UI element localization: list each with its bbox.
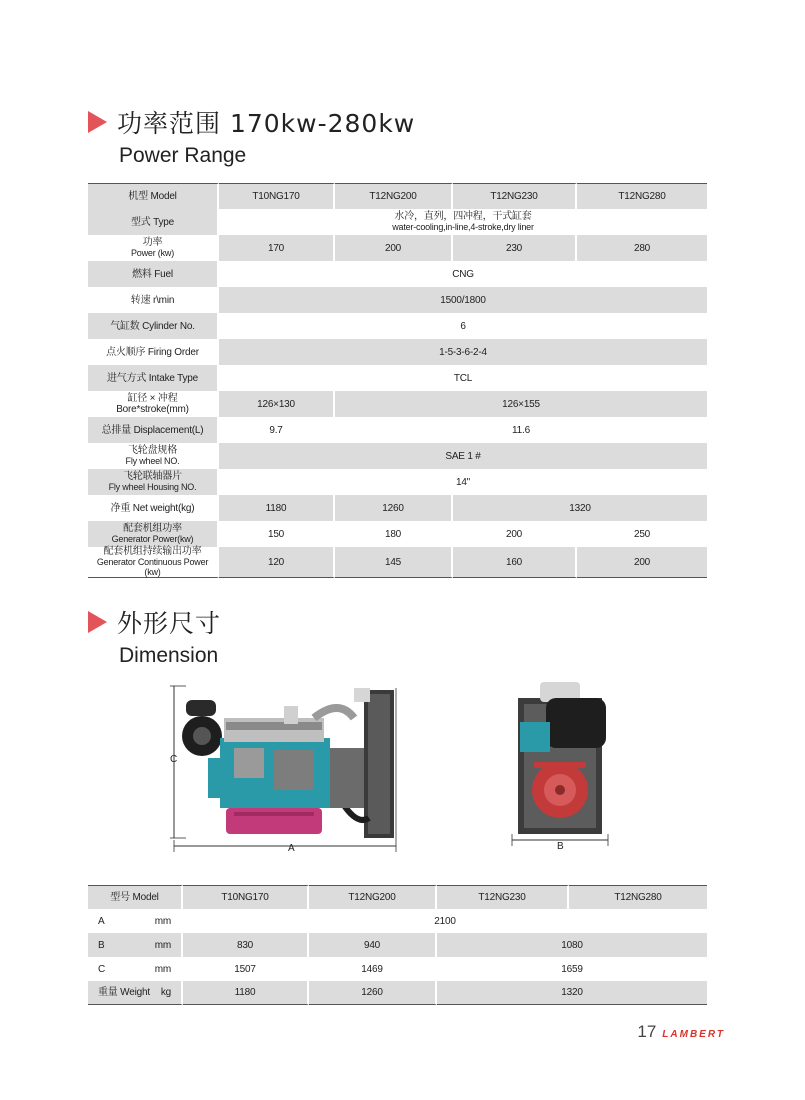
power-range-table [88,183,707,578]
power-range-title-cn: 功率范围 170kw-280kw [117,109,416,138]
table-row [88,339,707,365]
row-value: TCL [219,365,707,391]
row-value: 1180 [183,981,309,1005]
dim-label-c: C [170,754,178,765]
table-row [88,981,707,1005]
row-label: 净重 Net weight(kg) [88,495,219,521]
row-label [88,443,219,469]
table-header-row [88,885,707,909]
flywheel-label-en: Fly wheel NO. [125,456,180,466]
flywheel-label-cn: 飞轮盘规格 [128,445,177,456]
header-cell: T12NG200 [335,183,453,209]
header-cell: T10NG170 [219,183,335,209]
table-row [88,209,707,235]
row-label [88,909,183,933]
dimension-table [88,885,707,1005]
header-cell: 机型 Model [88,183,219,209]
row-label [88,521,219,547]
header-cell: T10NG170 [183,885,309,909]
power-range-heading [88,104,415,168]
table-row [88,261,707,287]
row-value: 6 [219,313,707,339]
table-row [88,313,707,339]
row-label: 转速 r\min [88,287,219,313]
power-range-title-en: Power Range [119,144,247,167]
gen-cont-label-en: Generator Continuous Power (kw) [96,557,209,577]
row-value: 1469 [309,957,437,981]
triangle-arrow-icon [88,111,107,133]
row-value: 1320 [453,495,707,521]
row-value: 1260 [309,981,437,1005]
housing-label-en: Fly wheel Housing NO. [108,482,197,492]
dimension-title-cn: 外形尺寸 [117,609,222,638]
row-value: 1507 [183,957,309,981]
row-value: 14" [219,469,707,495]
row-b-label: B [98,939,105,951]
table-row [88,235,707,261]
dim-label-a: A [288,843,295,854]
row-value: 1-5-3-6-2-4 [219,339,707,365]
row-value: CNG [219,261,707,287]
row-value: 126×155 [335,391,707,417]
header-cell: T12NG280 [569,885,707,909]
row-value: 120 [219,547,335,578]
table-row [88,365,707,391]
type-value-en: water-cooling,in-line,4-stroke,dry liner [392,222,534,232]
gen-power-label-en: Generator Power(kw) [111,534,194,544]
row-c-label: C [98,963,106,975]
table-row [88,547,707,578]
row-label [88,235,219,261]
type-value-cn: 水冷，直列，四冲程，干式缸套 [394,211,532,222]
row-value: 1180 [219,495,335,521]
row-value: 9.7 [219,417,335,443]
row-value: 940 [309,933,437,957]
table-row [88,957,707,981]
housing-label-cn: 飞轮联轴器片 [123,471,182,482]
row-label [88,933,183,957]
row-w-label: 重量 Weight [98,987,150,998]
table-row [88,933,707,957]
row-b-unit: mm [154,939,171,951]
row-label: 型式 Type [88,209,219,235]
power-label-en: Power (kw) [130,248,174,258]
triangle-arrow-icon [88,611,107,633]
header-cell: T12NG230 [453,183,577,209]
dim-label-b: B [557,841,564,852]
dimension-title-en: Dimension [119,644,219,667]
table-header-row [88,183,707,209]
row-value: 11.6 [335,417,707,443]
table-row [88,287,707,313]
row-value: SAE 1 # [219,443,707,469]
power-label-cn: 功率 [142,237,163,248]
row-label [88,981,183,1005]
row-value: 1320 [437,981,707,1005]
header-cell: T12NG230 [437,885,569,909]
row-w-unit: kg [160,987,171,998]
row-value: 1659 [437,957,707,981]
table-row [88,469,707,495]
row-value: 200 [335,235,453,261]
row-value: 150 [219,521,335,547]
row-label: 点火顺序 Firing Order [88,339,219,365]
row-value: 2100 [183,909,707,933]
table-row [88,521,707,547]
page-footer [637,1022,725,1042]
row-value: 170 [219,235,335,261]
row-a-label: A [98,915,105,927]
row-value: 1500/1800 [219,287,707,313]
gen-power-label-cn: 配套机组功率 [123,523,182,534]
dimension-heading [88,604,221,668]
brand-logo: LAMBERT [662,1029,725,1040]
row-label [88,547,219,578]
row-label [88,957,183,981]
row-value: 126×130 [219,391,335,417]
row-label [88,469,219,495]
table-row [88,391,707,417]
row-value: 200 [577,547,707,578]
row-value: 280 [577,235,707,261]
row-label: 气缸数 Cylinder No. [88,313,219,339]
row-c-unit: mm [154,963,171,975]
table-row [88,443,707,469]
row-value: 200 [453,521,577,547]
header-cell: T12NG280 [577,183,707,209]
header-cell: T12NG200 [309,885,437,909]
gen-cont-label-cn: 配套机组持续输出功率 [103,546,202,557]
row-value: 230 [453,235,577,261]
engine-side-view [164,678,404,858]
row-value: 1080 [437,933,707,957]
table-row [88,417,707,443]
row-value: 145 [335,547,453,578]
row-value: 830 [183,933,309,957]
row-a-unit: mm [154,915,171,927]
row-value: 160 [453,547,577,578]
row-value: 1260 [335,495,453,521]
row-label: 总排量 Displacement(L) [88,417,219,443]
engine-front-view [510,678,610,848]
row-label: 缸径 × 冲程 Bore*stroke(mm) [88,391,219,417]
header-cell: 型号 Model [88,885,183,909]
row-label: 燃料 Fuel [88,261,219,287]
table-row [88,495,707,521]
row-value [219,209,707,235]
row-value: 250 [577,521,707,547]
row-label: 进气方式 Intake Type [88,365,219,391]
table-row [88,909,707,933]
page-number: 17 [637,1022,657,1041]
row-value: 180 [335,521,453,547]
